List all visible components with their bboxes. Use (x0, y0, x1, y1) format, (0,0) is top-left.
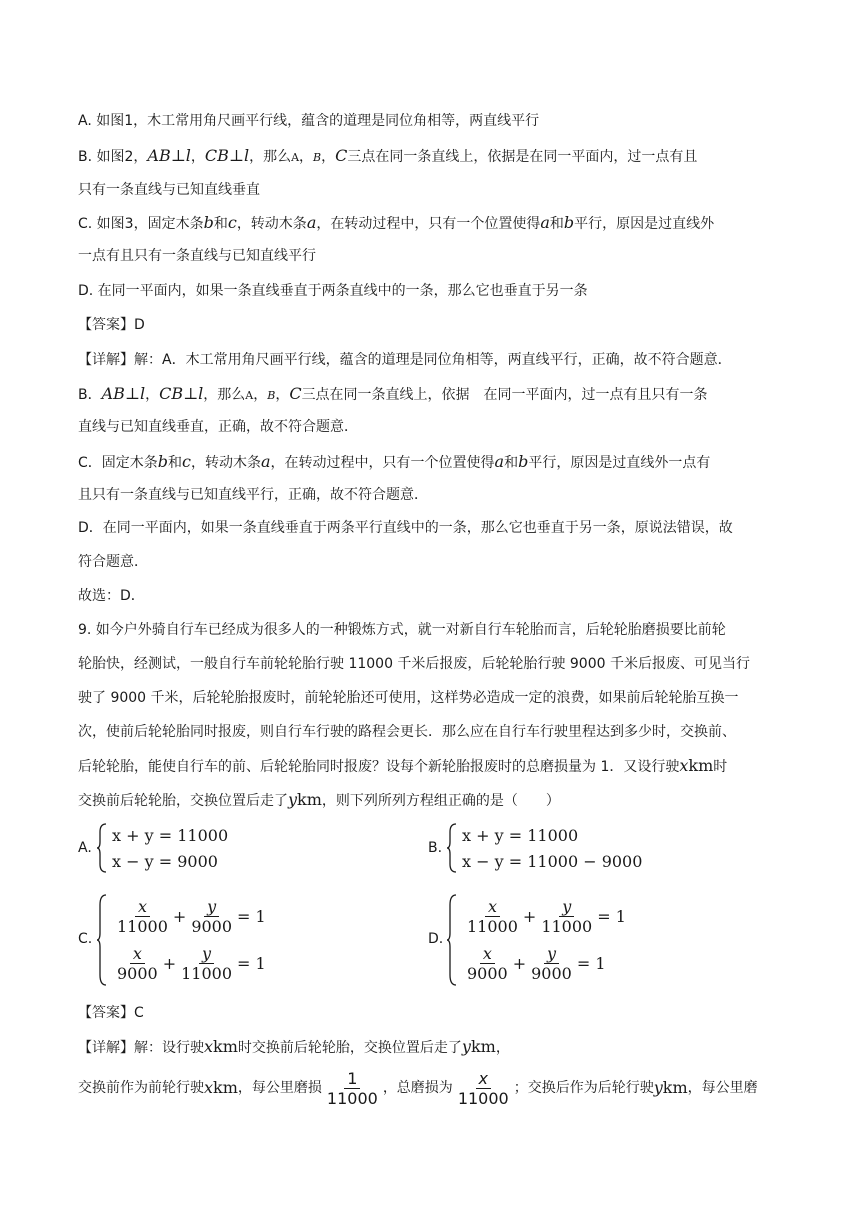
question-9-line-4: 次，使前后轮轮胎同时报废，则自行车行驶的路程会更长．那么应在自行车行驶里程达到多少时，交换前、 (78, 724, 736, 740)
option-b-label: B. (428, 840, 443, 856)
detail-8-line-4: C．固定木条b和c，转动木条a，在转动过程中，只有一个位置使得a和b平行，原因是过直线外一点有 (78, 452, 711, 471)
option-c-line-2: 一点有且只有一条直线与已知直线平行 (78, 248, 316, 264)
brace-icon (446, 822, 458, 874)
question-9-line-1: 9. 如今户外骑自行车已经成为很多人的一种锻炼方式，就一对新自行车轮胎而言，后轮轮胎磨损要比前轮 (78, 622, 726, 638)
option-c-line-1: C. 如图3，固定木条b和c，转动木条a，在转动过程中，只有一个位置使得a和b平行，原因是过直线外 (78, 213, 715, 232)
option-d-eq-2: $\frac{x}{9000}$ + $\frac{y}{9000}$ = 1 (467, 944, 606, 983)
answer-8: 【答案】D (78, 317, 145, 333)
option-d-system (446, 893, 626, 987)
detail-8-line-2: B．AB⊥l，CB⊥l，那么A，B，C三点在同一条直线上，依据 在同一平面内，过一点有且只有一条 (78, 384, 708, 403)
option-a-text: A. 如图1，木工常用角尺画平行线，蕴含的道理是同位角相等，两直线平行 (78, 113, 540, 129)
option-c-system (96, 893, 266, 987)
option-a-eq-2: x − y = 9000 (112, 851, 218, 871)
detail-8-line-3: 直线与已知直线垂直，正确，故不符合题意． (78, 419, 358, 435)
option-c-eq-2: $\frac{x}{9000}$ + $\frac{y}{11000}$ = 1 (117, 944, 266, 983)
option-d-text: D. 在同一平面内，如果一条直线垂直于两条直线中的一条，那么它也垂直于另一条 (78, 283, 588, 299)
brace-icon (96, 822, 108, 874)
option-c-eq-1: $\frac{x}{11000}$ + $\frac{y}{9000}$ = 1 (117, 897, 266, 936)
answer-9: 【答案】C (78, 1005, 144, 1021)
brace-icon (446, 893, 458, 987)
detail-8-line-5: 且只有一条直线与已知直线平行，正确，故不符合题意． (78, 487, 428, 503)
fraction-1-over-11000: $\frac{1}{11000}$ (326, 1068, 378, 1108)
question-9-line-6: 交换前后轮轮胎，交换位置后走了ykm，则下列所列方程组正确的是（ ） (78, 790, 560, 809)
question-9-line-3: 驶了 9000 千米，后轮轮胎报废时，前轮轮胎还可使用，这样势必造成一定的浪费，如果前后轮轮胎互换一 (78, 690, 739, 706)
option-b-system (446, 822, 642, 874)
brace-icon (96, 893, 108, 987)
option-a-eq-1: x + y = 11000 (112, 825, 229, 845)
detail-8-line-6: D．在同一平面内，如果一条直线垂直于两条平行直线中的一条，那么它也垂直于另一条，原说法错误，故 (78, 520, 733, 536)
detail-8-line-7: 符合题意． (78, 554, 148, 570)
option-b-eq-1: x + y = 11000 (462, 825, 579, 845)
detail-9-line-2: 交换前作为前轮行驶 x km ，每公里磨损 $\frac{1}{11000}$ ，总磨损为 $\frac{x}{11000}$ ；交换后作为后轮行驶 y km ，每公里磨 (78, 1068, 758, 1108)
option-d-label: D. (428, 931, 444, 947)
option-d-eq-1: $\frac{x}{11000}$ + $\frac{y}{11000}$ = 1 (467, 897, 626, 936)
option-a-label: A. (78, 840, 92, 856)
option-b-line-1: B. 如图2，AB⊥l，CB⊥l，那么A，B，C三点在同一条直线上，依据是在同一平面内，过一点有且 (78, 146, 698, 165)
option-b-eq-2: x − y = 11000 − 9000 (462, 851, 643, 871)
fraction-x-over-11000: $\frac{x}{11000}$ (457, 1068, 509, 1108)
option-b-line-2: 只有一条直线与已知直线垂直 (78, 182, 260, 198)
question-9-line-5: 后轮轮胎，能使自行车的前、后轮轮胎同时报废？设每个新轮胎报废时的总磨损量为 1．又设行驶xkm时 (78, 756, 728, 775)
option-a-system (96, 822, 228, 874)
question-9-line-2: 轮胎快，经测试，一般自行车前轮轮胎行驶 11000 千米后报废，后轮轮胎行驶 9000 千米后报废、可见当行 (78, 656, 750, 672)
detail-8-line-8: 故选：D． (78, 588, 145, 604)
option-c-label: C. (78, 931, 93, 947)
detail-9-line-1: 【详解】解：设行驶xkm时交换前后轮轮胎，交换位置后走了ykm， (78, 1037, 510, 1056)
detail-8-line-1: 【详解】解：A．木工常用角尺画平行线，蕴含的道理是同位角相等，两直线平行，正确，故不符合题意． (78, 352, 732, 368)
